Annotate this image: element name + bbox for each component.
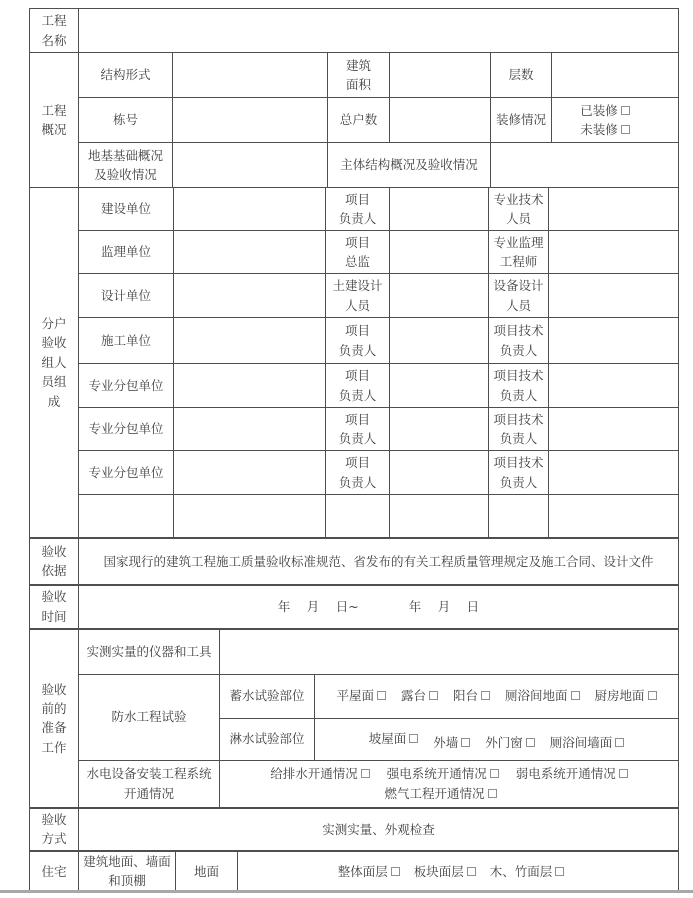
option-item — [336, 686, 386, 705]
role2-input[interactable] — [549, 408, 679, 451]
checkbox[interactable] — [615, 738, 624, 747]
building-area-label: 建筑 面积 — [328, 53, 390, 98]
residence-label: 住宅 — [30, 851, 79, 891]
table-row — [30, 318, 679, 364]
floor-options — [238, 851, 679, 891]
option-label: 燃气工程开通情况 — [384, 785, 485, 801]
option-item — [505, 686, 580, 705]
checkbox[interactable] — [621, 125, 630, 134]
role1-label — [326, 495, 390, 538]
tools-input[interactable] — [220, 629, 679, 674]
section-residence — [29, 850, 679, 892]
mep-options — [220, 760, 679, 807]
option-label: 整体面层 — [337, 863, 388, 879]
method-label: 验收 方式 — [30, 808, 79, 851]
role2-label: 设备设计 人员 — [489, 274, 549, 318]
unit-label: 专业分包单位 — [79, 364, 174, 408]
unit-input[interactable] — [174, 274, 326, 318]
mep-systems-label: 水电设备安装工程系统 开通情况 — [79, 760, 220, 807]
renovation-status-label: 装修情况 — [491, 98, 552, 143]
building-area-input[interactable] — [390, 53, 491, 98]
table-row — [30, 408, 679, 451]
option-label: 平屋面 — [336, 688, 374, 704]
option-label: 弱电系统开通情况 — [515, 766, 616, 782]
role2-label: 专业技术 人员 — [489, 188, 549, 231]
option-label: 板块面层 — [413, 863, 464, 879]
role1-input[interactable] — [390, 364, 489, 408]
role1-input[interactable] — [390, 188, 489, 231]
renovation-options — [552, 98, 679, 143]
foundation-overview-label: 地基基础概况 及验收情况 — [79, 143, 173, 188]
option-label: 厕浴间地面 — [505, 688, 568, 704]
total-units-label: 总户数 — [328, 98, 390, 143]
checkbox[interactable] — [429, 691, 438, 700]
option-label: 未装修 — [580, 122, 618, 137]
tools-label: 实测实量的仪器和工具 — [79, 629, 220, 674]
main-structure-overview-input[interactable] — [491, 143, 679, 188]
time-label: 验收 时间 — [30, 585, 79, 629]
role2-label — [489, 495, 549, 538]
acceptance-form — [29, 8, 678, 892]
preparation-header: 验收 前的 准备 工作 — [30, 629, 79, 807]
checkbox[interactable] — [409, 734, 418, 743]
option-label: 厕浴间墙面 — [549, 735, 613, 751]
unit-input[interactable] — [174, 318, 326, 364]
table-row — [30, 495, 679, 538]
role1-label: 项目 负责人 — [326, 408, 390, 451]
option-item — [490, 862, 565, 881]
option-item — [485, 733, 535, 752]
option-item — [270, 764, 370, 783]
role2-input[interactable] — [549, 188, 679, 231]
option-item — [369, 729, 419, 748]
sprinkle-test-label: 淋水试验部位 — [220, 718, 315, 760]
option-label: 已装修 — [580, 102, 618, 118]
role2-input[interactable] — [549, 364, 679, 408]
checkbox[interactable] — [648, 691, 657, 700]
checkbox[interactable] — [571, 691, 580, 700]
role1-label: 项目 负责人 — [326, 188, 390, 231]
section-team — [29, 187, 679, 538]
unit-label: 建设单位 — [79, 188, 174, 231]
option-item — [580, 120, 630, 139]
role1-label: 项目 负责人 — [326, 364, 390, 408]
option-label: 厨房地面 — [594, 688, 645, 704]
table-row — [30, 274, 679, 318]
checkbox[interactable] — [619, 769, 628, 778]
option-label: 外门窗 — [485, 735, 523, 751]
checkbox[interactable] — [555, 867, 564, 876]
option-item — [516, 764, 628, 783]
role1-input[interactable] — [390, 318, 489, 364]
sprinkle-options — [315, 718, 679, 760]
unit-input[interactable] — [174, 231, 326, 274]
section-preparation — [29, 628, 679, 808]
option-item — [387, 764, 499, 783]
option-label: 阳台 — [452, 688, 478, 704]
unit-input[interactable] — [174, 408, 326, 451]
structure-type-input[interactable] — [173, 53, 328, 98]
unit-label: 施工单位 — [79, 318, 174, 364]
checkbox[interactable] — [461, 738, 470, 747]
role2-label: 项目技术 负责人 — [489, 408, 549, 451]
section-basis — [29, 537, 679, 585]
option-item — [401, 686, 438, 705]
option-item — [338, 862, 400, 881]
role1-label: 项目 负责人 — [326, 318, 390, 364]
section-project-name — [29, 8, 679, 53]
unit-label: 专业分包单位 — [79, 408, 174, 451]
unit-input[interactable] — [174, 188, 326, 231]
role2-input[interactable] — [549, 274, 679, 318]
role2-label: 专业监理 工程师 — [489, 231, 549, 274]
floors-label: 层数 — [491, 53, 552, 98]
option-item — [550, 733, 625, 752]
role2-label: 项目技术 负责人 — [489, 364, 549, 408]
unit-label: 设计单位 — [79, 274, 174, 318]
option-item — [414, 862, 476, 881]
role1-input[interactable] — [390, 408, 489, 451]
unit-label: 专业分包单位 — [79, 451, 174, 495]
option-label: 强电系统开通情况 — [386, 766, 487, 782]
basis-label: 验收 依据 — [30, 538, 79, 584]
role2-input[interactable] — [549, 318, 679, 364]
checkbox[interactable] — [481, 691, 490, 700]
table-row — [30, 188, 679, 231]
overview-header: 工程 概况 — [30, 53, 79, 188]
section-time — [29, 584, 679, 630]
reservoir-test-label: 蓄水试验部位 — [220, 674, 315, 718]
checkbox[interactable] — [488, 789, 497, 798]
section-overview — [29, 52, 679, 188]
role1-label: 项目 负责人 — [326, 451, 390, 495]
team-header: 分户 验收 组人 员组 成 — [30, 188, 79, 538]
option-item — [433, 733, 470, 752]
building-floor-wall-ceiling-label: 建筑地面、墙面和顶棚 — [79, 851, 176, 891]
method-content: 实测实量、外观检查 — [79, 808, 679, 851]
checkbox[interactable] — [361, 769, 370, 778]
main-structure-overview-label: 主体结构概况及验收情况 — [328, 143, 491, 188]
reservoir-options — [315, 674, 679, 718]
role2-label: 项目技术 负责人 — [489, 318, 549, 364]
building-no-label: 栋号 — [79, 98, 173, 143]
role2-label: 项目技术 负责人 — [489, 451, 549, 495]
option-item — [453, 686, 490, 705]
checkbox[interactable] — [621, 106, 630, 115]
option-label: 木、竹面层 — [489, 863, 553, 879]
unit-input[interactable] — [174, 451, 326, 495]
role1-input[interactable] — [390, 231, 489, 274]
role2-input[interactable] — [549, 231, 679, 274]
unit-input[interactable] — [174, 364, 326, 408]
project-name-input[interactable] — [79, 9, 679, 53]
unit-label — [79, 495, 174, 538]
unit-input[interactable] — [174, 495, 326, 538]
role1-input[interactable] — [390, 274, 489, 318]
role1-input[interactable] — [390, 451, 489, 495]
checkbox[interactable] — [467, 867, 476, 876]
foundation-overview-input[interactable] — [173, 143, 328, 188]
page-bottom-divider — [0, 890, 693, 893]
floors-input[interactable] — [552, 53, 679, 98]
role1-label: 项目 总监 — [326, 231, 390, 274]
unit-label: 监理单位 — [79, 231, 174, 274]
total-units-input[interactable] — [390, 98, 491, 143]
option-item — [384, 784, 496, 803]
table-row — [30, 231, 679, 274]
table-row — [30, 451, 679, 495]
checkbox[interactable] — [490, 769, 499, 778]
basis-content: 国家现行的建筑工程施工质量验收标准规范、省发布的有关工程质量管理规定及施工合同、设计文件 — [79, 538, 679, 584]
option-item — [595, 686, 657, 705]
structure-type-label: 结构形式 — [79, 53, 173, 98]
checkbox[interactable] — [391, 867, 400, 876]
option-item — [580, 101, 630, 120]
floor-label: 地面 — [176, 851, 238, 891]
section-method — [29, 807, 679, 852]
role1-input[interactable] — [390, 495, 489, 538]
option-label: 露台 — [400, 688, 426, 704]
building-no-input[interactable] — [173, 98, 328, 143]
option-label: 给排水开通情况 — [270, 766, 358, 782]
project-name-label: 工程 名称 — [30, 9, 79, 53]
table-row — [30, 364, 679, 408]
checkbox[interactable] — [526, 738, 535, 747]
role1-label: 土建设计 人员 — [326, 274, 390, 318]
waterproof-test-label: 防水工程试验 — [79, 674, 220, 760]
time-input[interactable]: 年 月 日~ 年 月 日 — [79, 585, 679, 629]
role2-input[interactable] — [549, 451, 679, 495]
role2-input[interactable] — [549, 495, 679, 538]
checkbox[interactable] — [377, 691, 386, 700]
option-label: 外墙 — [433, 735, 459, 751]
option-label: 坡屋面 — [368, 731, 407, 747]
